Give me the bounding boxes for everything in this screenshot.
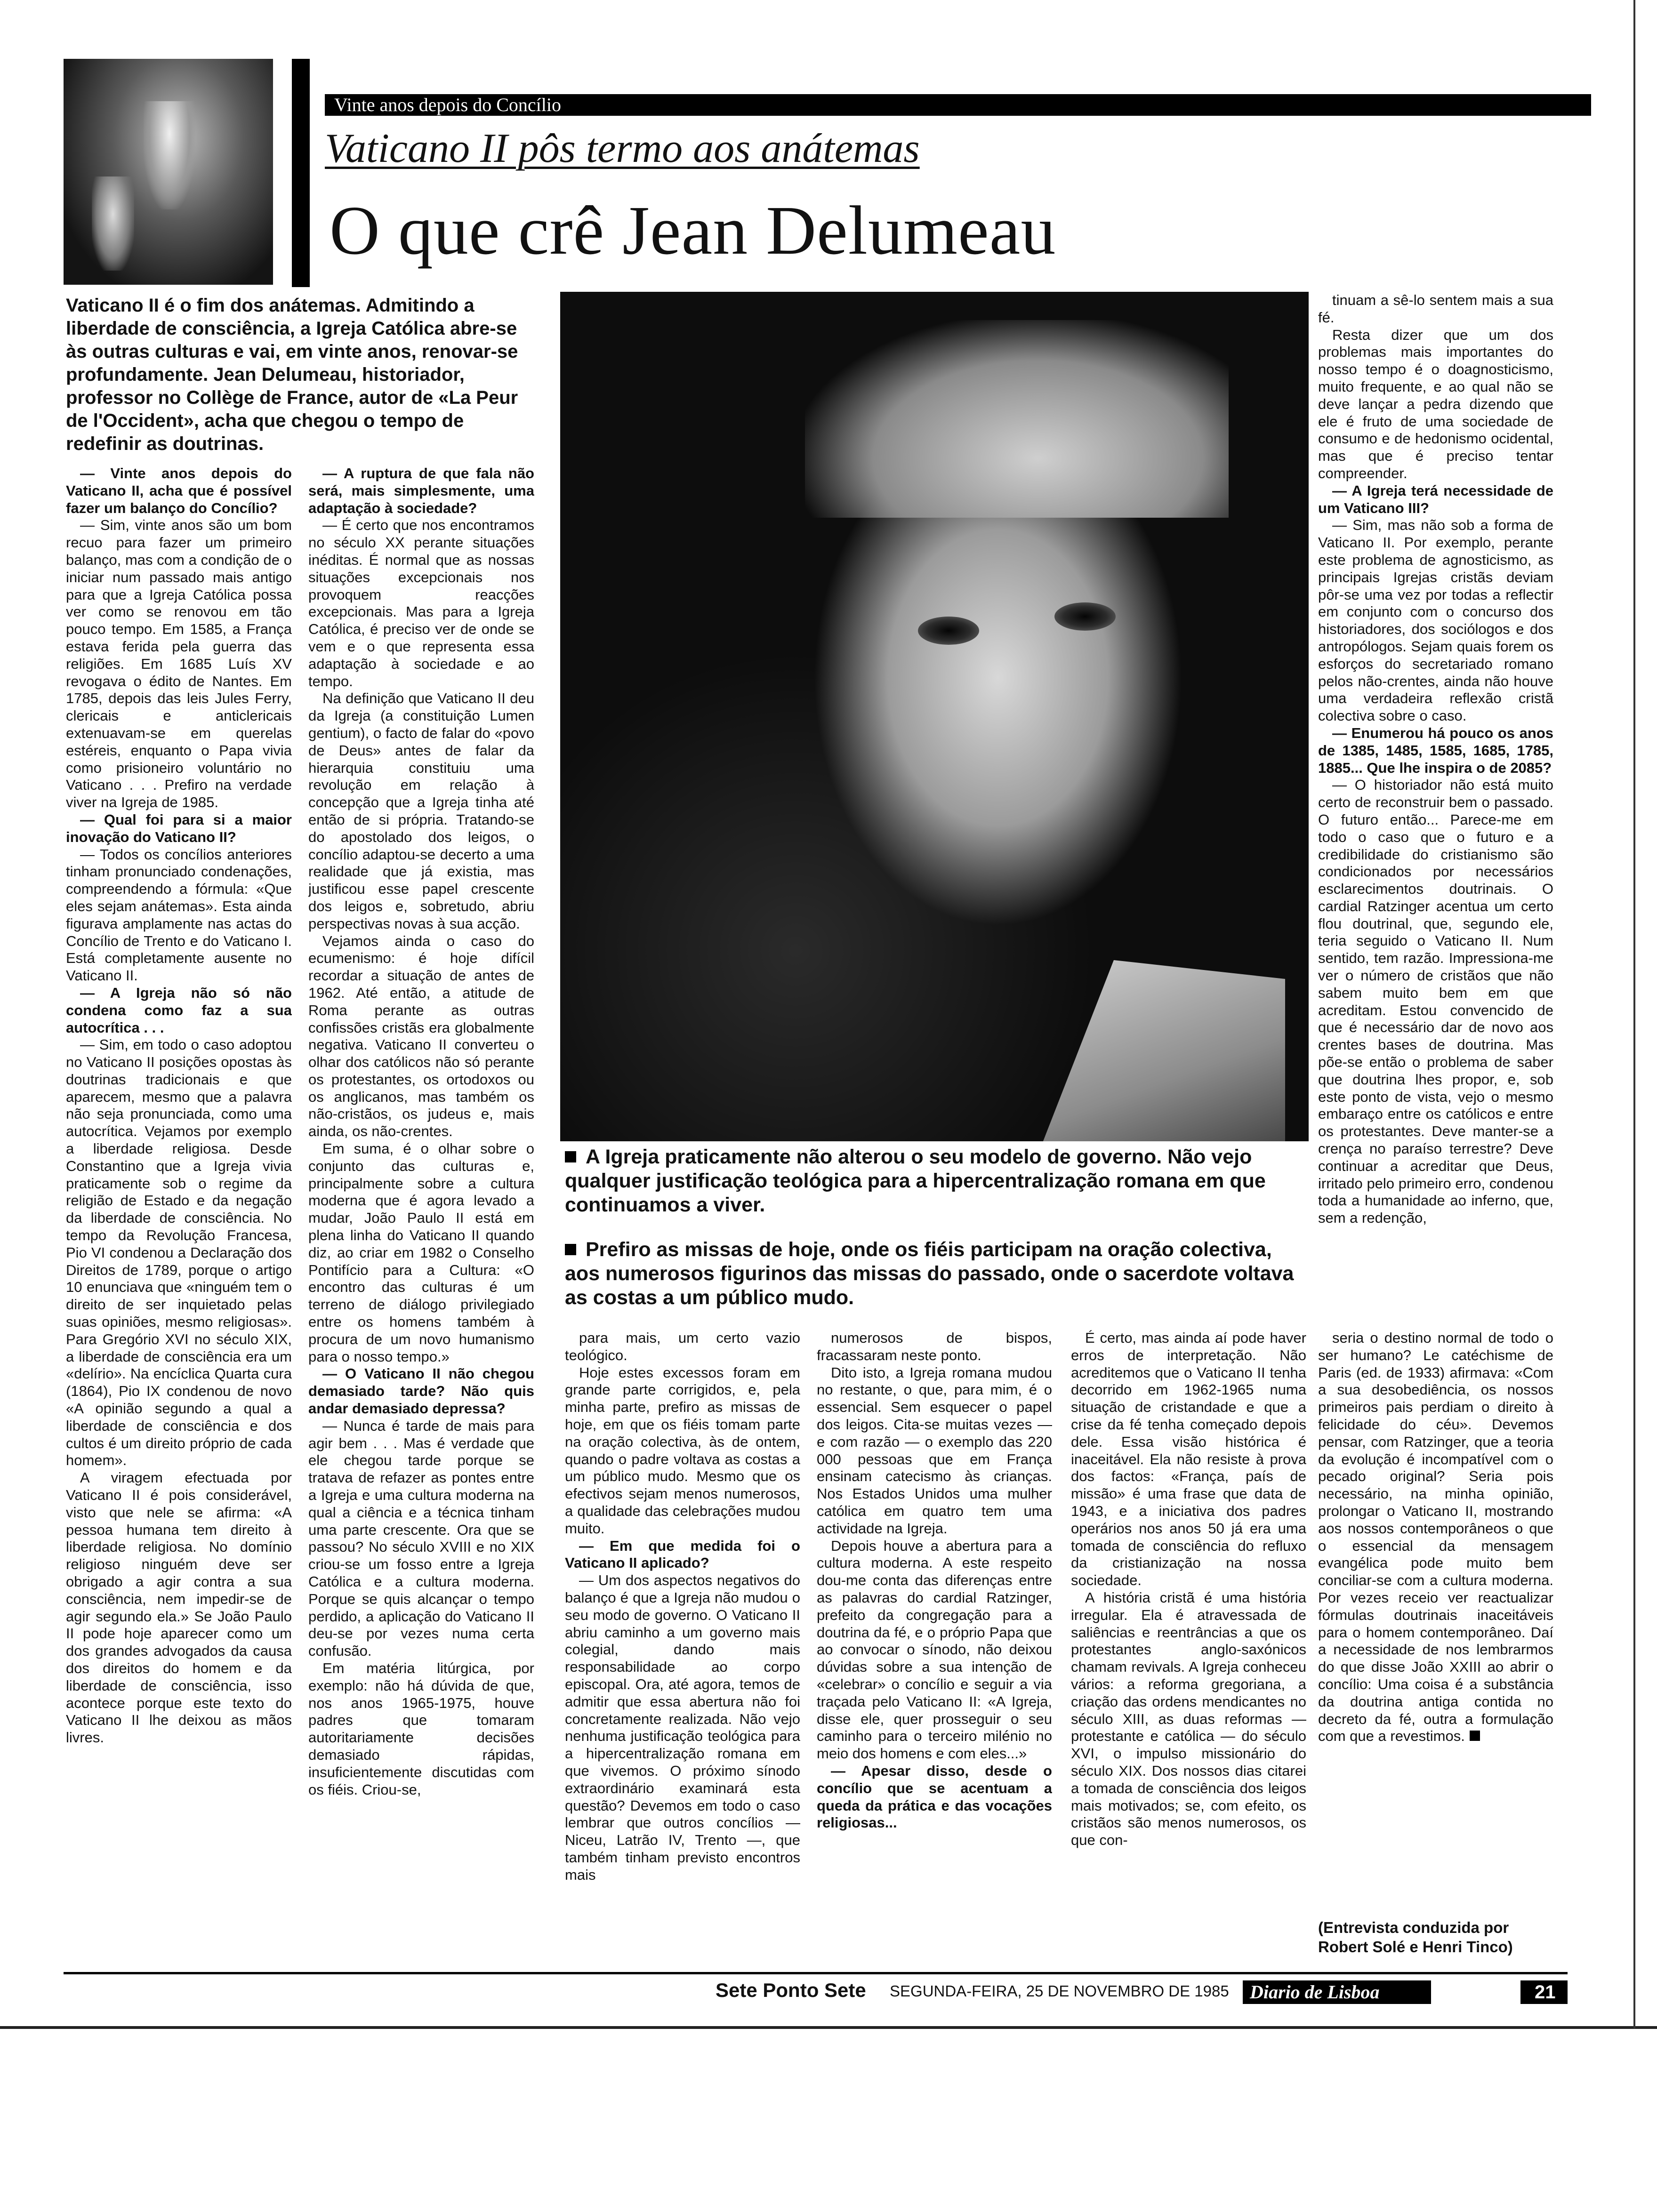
question-paragraph: — Apesar disso, desde o concílio que se acentuam a queda da prática e das vocações religiosas... xyxy=(817,1762,1052,1831)
paragraph: — Sim, em todo o caso adoptou no Vaticano II posições opostas às doutrinas tradicionais e que aparecem, mesmo que a palavra não seja pronunciada, como uma autocrítica. Vejamos por exemplo a liberdade religiosa. Desde Constantino que a Igreja vivia praticamente sob o regime da religião de Estado e da negação da liberdade de consciência. No tempo da Revolução Francesa, Pio VI condenou a Declaração dos Direitos de 1789, porque o artigo 10 enunciava que «ninguém tem o direito de ser inquietado pelas suas opiniões, mesmo religiosas». Para Gregório XVI no século XIX, a liberdade de consciência era um «delírio». Na encíclica Quarta cura (1864), Pio IX condenou de novo «A opinião segundo a qual a liberdade de consciência e dos cultos é um direito próprio de cada homem». xyxy=(66,1036,292,1469)
pull-quote-2-text: Prefiro as missas de hoje, onde os fiéis participam na oração colectiva, aos numerosos figurinos das missas do passado, onde o sacerdote voltava as costas a um público mudo. xyxy=(565,1238,1294,1309)
portrait-eye-right xyxy=(1054,602,1116,631)
column-3b xyxy=(817,1330,1052,1967)
paragraph: — Sim, mas não sob a forma de Vaticano II. Por exemplo, perante este problema de agnosticismo, as principais Igrejas cristãs deviam pôr-se uma vez por todas a reflectir em conjunto com o concurso dos historiadores, dos sociólogos e dos antropólogos. Sejam quais forem os esforços do secretariado romano pelos não-crentes, ainda não houve uma verdadeira reflexão cristã colectiva sobre o caso. xyxy=(1318,517,1553,724)
paragraph: tinuam a sê-lo sentem mais a sua fé. xyxy=(1318,292,1553,326)
paragraph: seria o destino normal de todo o ser humano? Le catéchisme de Paris (ed. de 1933) afirmava: «Com a sua desobediência, os nossos primeiros pais perdiam o direito à felicidade do céu». Devemos pensar, com Ratzinger, que a teoria da evolução é incompatível com o pecado original? Seria pois necessário, na minha opinião, prolongar o Vaticano II, mostrando aos nossos contemporâneos o que o essencial da mensagem evangélica pode muito bem conciliar-se com a cultura moderna. Por vezes receio ver reactualizar fórmulas doutrinais inaceitáveis para o homem contemporâneo. Daí a necessidade de nos lembrarmos do que disse João XXIII ao abrir o concílio: Uma coisa é a substância da doutrina antiga contida no decreto da fé, outra a formulação com que a revestimos. xyxy=(1318,1330,1553,1745)
footer-section: Sete Ponto Sete xyxy=(716,1979,866,2001)
pull-quote-2 xyxy=(565,1238,1299,1310)
subheadline: Vaticano II pôs termo aos anátemas xyxy=(325,126,920,171)
question-paragraph: — Em que medida foi o Vaticano II aplicado? xyxy=(565,1537,800,1571)
paragraph: — Todos os concílios anteriores tinham pronunciado condenações, compreendendo a fórmula: «Que eles sejam anátemas». Esta ainda figurava amplamente nas actas do Concílio de Trento e do Vaticano I. Está completamente ausente no Vaticano II. xyxy=(66,846,292,984)
photo-figure-child xyxy=(92,176,134,271)
interview-credit xyxy=(1318,1918,1553,1956)
paragraph: Vejamos ainda o caso do ecumenismo: é hoje difícil recordar a situação de antes de 1962. Até então, a atitude de Roma perante as outras confissões cristãs era globalmente negativa. Vaticano II converteu o olhar dos católicos não só perante os protestantes, os ortodoxos ou os anglicanos, mas também os não-cristãos, os judeus e, mais ainda, os não-crentes. xyxy=(308,932,534,1140)
bullet-square-icon xyxy=(565,1151,576,1162)
footer-date: SEGUNDA-FEIRA, 25 DE NOVEMBRO DE 1985 xyxy=(890,1982,1229,2000)
portrait-hair xyxy=(805,320,1229,518)
end-mark-icon xyxy=(1470,1731,1480,1741)
column-4-bottom xyxy=(1318,1330,1553,1913)
paragraph: — Nunca é tarde de mais para agir bem . . . Mas é verdade que ele chegou tarde porque se tratava de refazer as pontes entre a Igreja e uma cultura moderna na qual a ciência e a técnica tinham uma parte crescente. Ora que se passou? No século XVIII e no XIX criou-se um fosso entre a Igreja Católica e a cultura moderna. Porque se quis alcançar o tempo perdido, a aplicação do Vaticano II deu-se por vezes numa certa confusão. xyxy=(308,1417,534,1659)
paragraph: — Um dos aspectos negativos do balanço é que a Igreja não mudou o seu modo de governo. O Vaticano II abriu caminho a um governo mais colegial, dando mais responsabilidade ao corpo episcopal. Ora, até agora, temos de admitir que essa abertura não foi concretamente realizada. Não vejo nenhuma justificação teológica para a hipercentralização romana em que vivemos. O próximo sínodo extraordinário examinará esta questão? Devemos em todo o caso lembrar que outros concílios — Niceu, Latrão IV, Trento —, que também tinham previsto encontros mais xyxy=(565,1572,800,1883)
portrait-shirt xyxy=(1040,960,1285,1141)
paragraph: É certo, mas ainda aí pode haver erros de interpretação. Não acreditemos que o Vaticano II tenha decorrido em 1962-1965 numa situação de cristandade e que a crise da fé tenha começado depois dele. Essa visão histórica é inaceitável. Ela não resiste à prova dos factos: «França, país de missão» é uma frase que data de 1943, e a iniciativa dos padres operários nos anos 50 já era uma tomada de consciência do refluxo da cristianização na nossa sociedade. xyxy=(1071,1330,1306,1589)
paragraph: Hoje estes excessos foram em grande parte corrigidos, e, pela minha parte, prefiro as missas de hoje, em que os fiéis tomam parte na oração colectiva, às de ontem, quando o padre voltava as costas a um público mudo. Mesmo que os efectivos sejam menos numerosos, a qualidade das celebrações mudou muito. xyxy=(565,1364,800,1537)
column-3a xyxy=(565,1330,800,1967)
footer-logo: Diario de Lisboa xyxy=(1250,1981,1380,2003)
paragraph: — Sim, vinte anos são um bom recuo para fazer um primeiro balanço, mas com a condição de o iniciar num passado mais antigo para que a Igreja Católica possa ver como se renovou em tão pouco tempo. Em 1585, a França estava ferida pela guerra das religiões. Em 1685 Luís XV revogava o édito de Nantes. Em 1785, depois das leis Jules Ferry, clericais e anticlericais extenuavam-se em querelas estéreis, enquanto o Papa vivia como prisioneiro voluntário no Vaticano . . . Prefiro na verdade viver na Igreja de 1985. xyxy=(66,517,292,811)
column-1 xyxy=(66,465,292,1966)
question-paragraph: — A ruptura de que fala não será, mais simplesmente, uma adaptação à sociedade? xyxy=(308,465,534,516)
column-2 xyxy=(308,465,534,1966)
portrait-eye-left xyxy=(918,617,979,645)
column-3c xyxy=(1071,1330,1306,1967)
page-number: 21 xyxy=(1535,1982,1556,2003)
question-paragraph: — Enumerou há pouco os anos de 1385, 1485, 1585, 1685, 1785, 1885... Que lhe inspira o de 2085? xyxy=(1318,724,1553,776)
question-paragraph: — A Igreja terá necessidade de um Vaticano III? xyxy=(1318,482,1553,516)
page-edge-line xyxy=(0,2026,1657,2029)
headline-rule xyxy=(292,59,310,287)
paragraph: para mais, um certo vazio teológico. xyxy=(565,1330,800,1363)
lede: Vaticano II é o fim dos anátemas. Admitindo a liberdade de consciência, a Igreja Católica abre-se às outras culturas e vai, em vinte anos, renovar-se profundamente. Jean Delumeau, historiador, professor no Collège de France, autor de «La Peur de l'Occident», acha que chegou o tempo de redefinir as doutrinas. xyxy=(66,295,518,454)
question-paragraph: — O Vaticano II não chegou demasiado tarde? Não quis andar demasiado depressa? xyxy=(308,1365,534,1417)
paragraph: Na definição que Vaticano II deu da Igreja (a constituição Lumen gentium), o facto de falar do «povo de Deus» antes de falar da hierarquia constituiu uma revolução em relação à concepção que a Igreja tinha até então de si própria. Tratando-se do apostolado dos leigos, o concílio adaptou-se decerto a uma realidade que já existia, mas justificou esse papel crescente dos leigos e, sobretudo, abriu perspectivas novas à sua acção. xyxy=(308,690,534,932)
pull-quote-1-text: A Igreja praticamente não alterou o seu modelo de governo. Não vejo qualquer justificação teológica para a hipercentralização romana em que continuamos a viver. xyxy=(565,1146,1266,1216)
top-photo xyxy=(64,59,273,285)
footer-rule xyxy=(64,1972,1568,1974)
paragraph: A viragem efectuada por Vaticano II é pois considerável, visto que nele se afirma: «A pessoa humana tem direito à liberdade religiosa. No domínio religioso ninguém deve ser obrigado a agir contra a sua consciência, nem impedir-se de agir segundo ela.» Se João Paulo II pode hoje aparecer como um dos grandes advogados da causa dos direitos do homem e da liberdade de consciência, isso acontece porque este texto do Vaticano II lhe deixou as mãos livres. xyxy=(66,1469,292,1746)
question-paragraph: — Vinte anos depois do Vaticano II, acha que é possível fazer um balanço do Concílio? xyxy=(66,465,292,516)
paragraph: — O historiador não está muito certo de reconstruir bem o passado. O futuro então... Parece-me em todo o caso que o futuro e a credibilidade do cristianismo são condicionados por necessários esclarecimentos doutrinais. O cardial Ratzinger acentua um certo flou doutrinal, que, segundo ele, teria seguido o Vaticano II. Num sentido, tem razão. Impressiona-me ver o número de cristãos que não sabem muito bem em que acreditam. Estou convencido de que é necessário dar de novo aos crentes bases de doutrina. Mas põe-se então o problema de saber que doutrina lhes propor, e, sob este ponto de vista, vejo o mesmo embaraço entre os católicos e entre os protestantes. Deve manter-se a crença no paraíso terrestre? Deve continuar a acreditar que Deus, irritado pelo primeiro erro, condenou toda a humanidade ao inferno, que, sem a redenção, xyxy=(1318,777,1553,1226)
kicker: Vinte anos depois do Concílio xyxy=(334,94,561,115)
paragraph: Em matéria litúrgica, por exemplo: não há dúvida de que, nos anos 1965-1975, houve padres que tomaram autoritariamente decisões demasiado rápidas, insuficientemente discutidas com os fiéis. Criou-se, xyxy=(308,1659,534,1798)
pull-quote-1 xyxy=(565,1145,1299,1217)
column-4-top xyxy=(1318,292,1553,1327)
paragraph: Resta dizer que um dos problemas mais importantes do nosso tempo é o doagnosticismo, muito frequente, e ao qual não se deve lançar a pedra dizendo que ele é fruto de uma sociedade de consumo e de hedonismo ocidental, mas que é preciso tentar compreender. xyxy=(1318,326,1553,481)
credit-text: (Entrevista conduzida por Robert Solé e Henri Tinco) xyxy=(1318,1919,1513,1956)
paragraph: Em suma, é o olhar sobre o conjunto das culturas e, principalmente sobre a cultura moderna que é agora levado a mudar, João Paulo II está em plena linha do Vaticano II quando diz, ao criar em 1982 o Conselho Pontifício para a Cultura: «O encontro das culturas é um terreno de diálogo privilegiado entre os homens também à procura de um novo humanismo para o nosso tempo.» xyxy=(308,1140,534,1365)
question-paragraph: — A Igreja não só não condena como faz a sua autocrítica . . . xyxy=(66,984,292,1036)
paragraph: numerosos de bispos, fracassaram neste ponto. xyxy=(817,1330,1052,1363)
question-paragraph: — Qual foi para si a maior inovação do Vaticano II? xyxy=(66,811,292,845)
paragraph: A história cristã é uma história irregular. Ela é atravessada de saliências e reentrâncias a que os protestantes anglo-saxónicos chamam revivals. A Igreja conheceu vários: a reforma gregoriana, a criação das ordens mendicantes no século XIII, as duas reformas — protestante e católica — do século XVI, o impulso missionário do século XIX. Dos nossos dias citarei a tomada de consciência dos leigos mais motivados; se, com efeito, os cristãos são menos numerosos, os que con- xyxy=(1071,1589,1306,1849)
paragraph: — É certo que nos encontramos no século XX perante situações inéditas. É normal que as nossas situações excepcionais nos provoquem reacções excepcionais. Mas para a Igreja Católica, é preciso ver de onde se vem e o que representa essa adaptação à sociedade e ao tempo. xyxy=(308,517,534,689)
paragraph: Dito isto, a Igreja romana mudou no restante, o que, para mim, é o essencial. Sem esquecer o papel dos leigos. Cita-se muitas vezes — e com razão — o exemplo das 220 000 pessoas que em França ensinam catecismo às crianças. Nos Estados Unidos uma mulher católica em quatro tem uma actividade na Igreja. xyxy=(817,1364,1052,1537)
portrait-photo xyxy=(560,292,1309,1141)
headline: O que crê Jean Delumeau xyxy=(330,192,1056,269)
bullet-square-icon xyxy=(565,1244,576,1255)
photo-figure xyxy=(144,101,195,209)
page-side-line xyxy=(1633,0,1635,2028)
paragraph: Depois houve a abertura para a cultura moderna. A este respeito dou-me conta das diferenças entre as palavras do cardial Ratzinger, prefeito da congregação para a doutrina da fé, e o próprio Papa que ao convocar o sínodo, não deixou dúvidas sobre a sua intenção de «celebrar» o concílio e seguir a via traçada pelo Vaticano II: «A Igreja, disse ele, quer prosseguir o seu caminho para o terceiro milénio no meio dos homens e com eles...» xyxy=(817,1537,1052,1762)
